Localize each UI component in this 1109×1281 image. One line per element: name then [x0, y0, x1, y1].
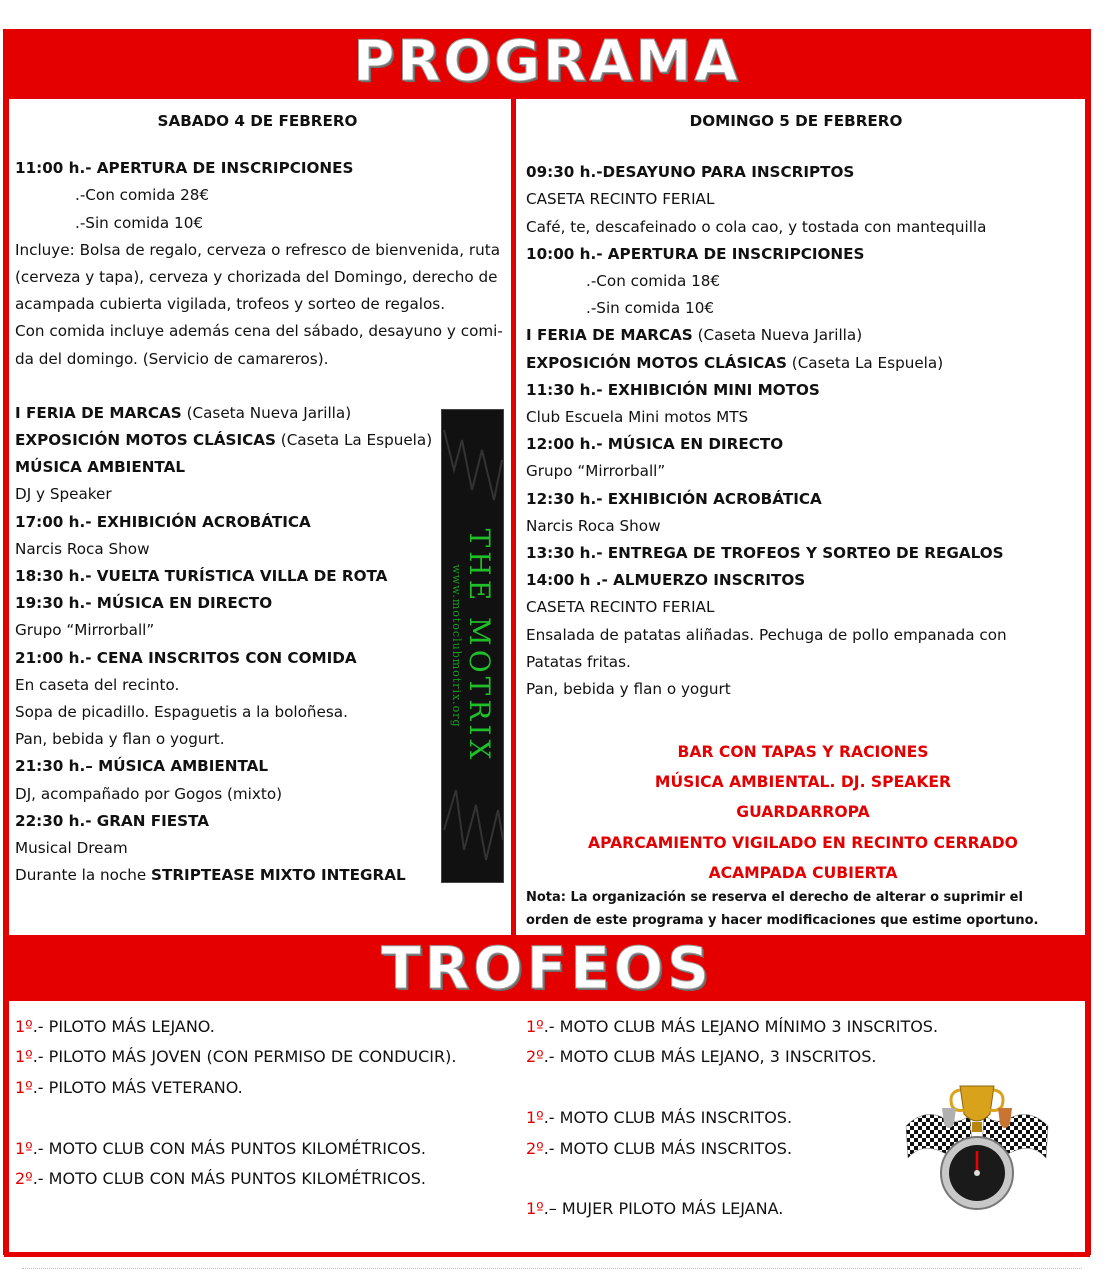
sat-exposicion-location: (Caseta La Espuela): [275, 431, 433, 450]
sun-caseta: CASETA RECINTO FERIAL: [526, 190, 715, 209]
sat-musica-ambiental: MÚSICA AMBIENTAL: [15, 458, 186, 477]
sat-noche: Durante la noche: [15, 866, 152, 885]
sat-vuelta: 18:30 h.- VUELTA TURÍSTICA VILLA DE ROTA: [15, 567, 388, 586]
sunday-header: DOMINGO 5 DE FEBRERO: [689, 112, 903, 130]
services-list: [526, 737, 1080, 888]
sat-exposicion: EXPOSICIÓN MOTOS CLÁSICAS: [15, 431, 276, 450]
sat-feria-location: (Caseta Nueva Jarilla): [181, 403, 352, 422]
sun-mini-motos: 11:30 h.- EXHIBICIÓN MINI MOTOS: [526, 380, 820, 399]
sat-gran-fiesta: 22:30 h.- GRAN FIESTA: [15, 811, 209, 830]
service-guardarropa: GUARDARROPA: [736, 803, 870, 822]
sat-cena-lugar: En caseta del recinto.: [15, 675, 180, 694]
sat-includes-5: da del domingo. (Servicio de camareros).: [15, 349, 329, 368]
sun-apertura: 10:00 h.- APERTURA DE INSCRIPCIONES: [526, 244, 865, 263]
sat-price-food: .-Con comida 28€: [75, 186, 210, 205]
sat-opening: 11:00 h.- APERTURA DE INSCRIPCIONES: [15, 159, 354, 178]
top-red-divider: [4, 94, 1090, 99]
sat-musica-directo: 19:30 h.- MÚSICA EN DIRECTO: [15, 594, 273, 613]
sat-narcis: Narcis Roca Show: [15, 539, 150, 558]
trophy-item: 1º.- MOTO CLUB CON MÁS PUNTOS KILOMÉTRICOS.: [15, 1138, 427, 1158]
sun-club-escuela: Club Escuela Mini motos MTS: [526, 408, 749, 427]
sun-almuerzo-menu-1: Ensalada de patatas aliñadas. Pechuga de pollo empanada con: [526, 625, 1007, 644]
sun-exposicion: EXPOSICIÓN MOTOS CLÁSICAS: [526, 353, 787, 372]
motrix-name: THE MOTRIX: [462, 528, 496, 764]
trofeos-bottom-border: [4, 1252, 1090, 1257]
trofeos-left-border: [4, 1001, 9, 1255]
sat-includes-2: (cerveza y tapa), cerveza y chorizada del Domingo, derecho de: [15, 268, 498, 287]
sun-exhibicion: 12:30 h.- EXHIBICIÓN ACROBÁTICA: [526, 489, 822, 508]
left-red-border: [4, 94, 9, 935]
trophy-item: 1º.- MOTO CLUB MÁS LEJANO MÍNIMO 3 INSCRITOS.: [526, 1017, 939, 1036]
sun-narcis: Narcis Roca Show: [526, 516, 661, 535]
motrix-url: www.motoclubmotrix.org: [449, 564, 463, 728]
sat-includes-3: acampada cubierta vigilada, trofeos y sorteo de regalos.: [15, 295, 446, 314]
service-musica: MÚSICA AMBIENTAL. DJ. SPEAKER: [654, 773, 952, 792]
motrix-text: [450, 529, 496, 764]
sat-dj-gogos: DJ, acompañado por Gogos (mixto): [15, 784, 283, 803]
sat-cena: 21:00 h.- CENA INSCRITOS CON COMIDA: [15, 648, 357, 667]
trophy-item: 2º.- MOTO CLUB MÁS LEJANO, 3 INSCRITOS.: [526, 1047, 877, 1067]
motrix-logo: [441, 409, 504, 883]
sat-includes-1: Incluye: Bolsa de regalo, cerveza o refresco de bienvenida, ruta: [15, 240, 501, 259]
sat-includes-4: Con comida incluye además cena del sábado, desayuno y comi-: [15, 322, 503, 341]
service-bar: BAR CON TAPAS Y RACIONES: [677, 743, 929, 761]
nota-text: Nota: La organización se reserva el derecho de alterar o suprimir el orden de este programa y hacer modificaciones que estime oportuno.: [526, 890, 1039, 928]
sat-cena-postre: Pan, bebida y flan o yogurt.: [15, 730, 225, 749]
sun-exposicion-location: (Caseta La Espuela): [786, 353, 944, 372]
sun-feria-marcas: I FERIA DE MARCAS: [526, 326, 693, 345]
service-acampada: ACAMPADA CUBIERTA: [708, 863, 898, 882]
sun-desayuno: 09:30 h.-DESAYUNO PARA INSCRIPTOS: [526, 163, 855, 182]
sun-price-food: .-Con comida 18€: [586, 272, 721, 291]
programa-banner: [4, 30, 1090, 94]
trophy-item: 1º.- PILOTO MÁS JOVEN (CON PERMISO DE CONDUCIR).: [15, 1047, 457, 1067]
sun-almuerzo-menu-2: Patatas fritas.: [526, 652, 631, 671]
trophy-item: 1º.- MOTO CLUB MÁS INSCRITOS.: [526, 1108, 793, 1128]
sun-feria-location: (Caseta Nueva Jarilla): [692, 326, 863, 345]
sun-almuerzo: 14:00 h .- ALMUERZO INSCRITOS: [526, 571, 806, 590]
sun-desayuno-menu: Café, te, descafeinado o cola cao, y tostada con mantequilla: [526, 217, 987, 236]
trophy-item: 2º.- MOTO CLUB MÁS INSCRITOS.: [526, 1138, 793, 1158]
sat-grupo: Grupo “Mirrorball”: [15, 621, 155, 640]
trophy-item: 1º.– MUJER PILOTO MÁS LEJANA.: [526, 1199, 784, 1219]
sat-cena-menu: Sopa de picadillo. Espaguetis a la boloñesa.: [15, 703, 348, 722]
sun-price-nofood: .-Sin comida 10€: [586, 299, 715, 318]
sun-caseta-2: CASETA RECINTO FERIAL: [526, 598, 715, 617]
saturday-column: [15, 108, 503, 889]
trofeos-title: TROFEOS: [381, 934, 713, 1002]
trophy-item: 2º.- MOTO CLUB CON MÁS PUNTOS KILOMÉTRICOS.: [15, 1169, 427, 1189]
sun-grupo: Grupo “Mirrorball”: [526, 462, 666, 481]
trophies-right-list: [526, 1012, 938, 1225]
trophy-item: 1º.- PILOTO MÁS LEJANO.: [15, 1017, 215, 1036]
trofeos-banner: [4, 935, 1090, 1001]
trophy-flags-icon: [902, 1078, 1052, 1213]
sat-exhibicion: 17:00 h.- EXHIBICIÓN ACROBÁTICA: [15, 512, 311, 531]
trophy-item: 1º.- PILOTO MÁS VETERANO.: [15, 1077, 243, 1097]
sat-price-nofood: .-Sin comida 10€: [75, 213, 204, 232]
sat-striptease: STRIPTEASE MIXTO INTEGRAL: [151, 866, 406, 885]
sun-trofeos: 13:30 h.- ENTREGA DE TROFEOS Y SORTEO DE REGALOS: [526, 544, 1004, 563]
center-red-divider: [511, 94, 516, 935]
right-red-border: [1085, 94, 1090, 935]
service-aparcamiento: APARCAMIENTO VIGILADO EN RECINTO CERRADO: [588, 833, 1018, 852]
saturday-header: SABADO 4 DE FEBRERO: [157, 112, 358, 130]
sat-musical-dream: Musical Dream: [15, 839, 128, 858]
programa-title: PROGRAMA: [353, 29, 741, 94]
trofeos-right-border: [1085, 1001, 1090, 1255]
sun-almuerzo-postre: Pan, bebida y flan o yogurt: [526, 680, 731, 699]
bottom-dotted-line: [22, 1268, 1082, 1269]
trophies-left-list: [15, 1012, 456, 1194]
sat-feria-marcas: I FERIA DE MARCAS: [15, 403, 182, 422]
sat-musica-ambiental-2: 21:30 h.– MÚSICA AMBIENTAL: [15, 757, 269, 776]
sat-dj: DJ y Speaker: [15, 485, 112, 504]
sun-musica-directo: 12:00 h.- MÚSICA EN DIRECTO: [526, 435, 784, 454]
sunday-column: [526, 108, 1066, 703]
